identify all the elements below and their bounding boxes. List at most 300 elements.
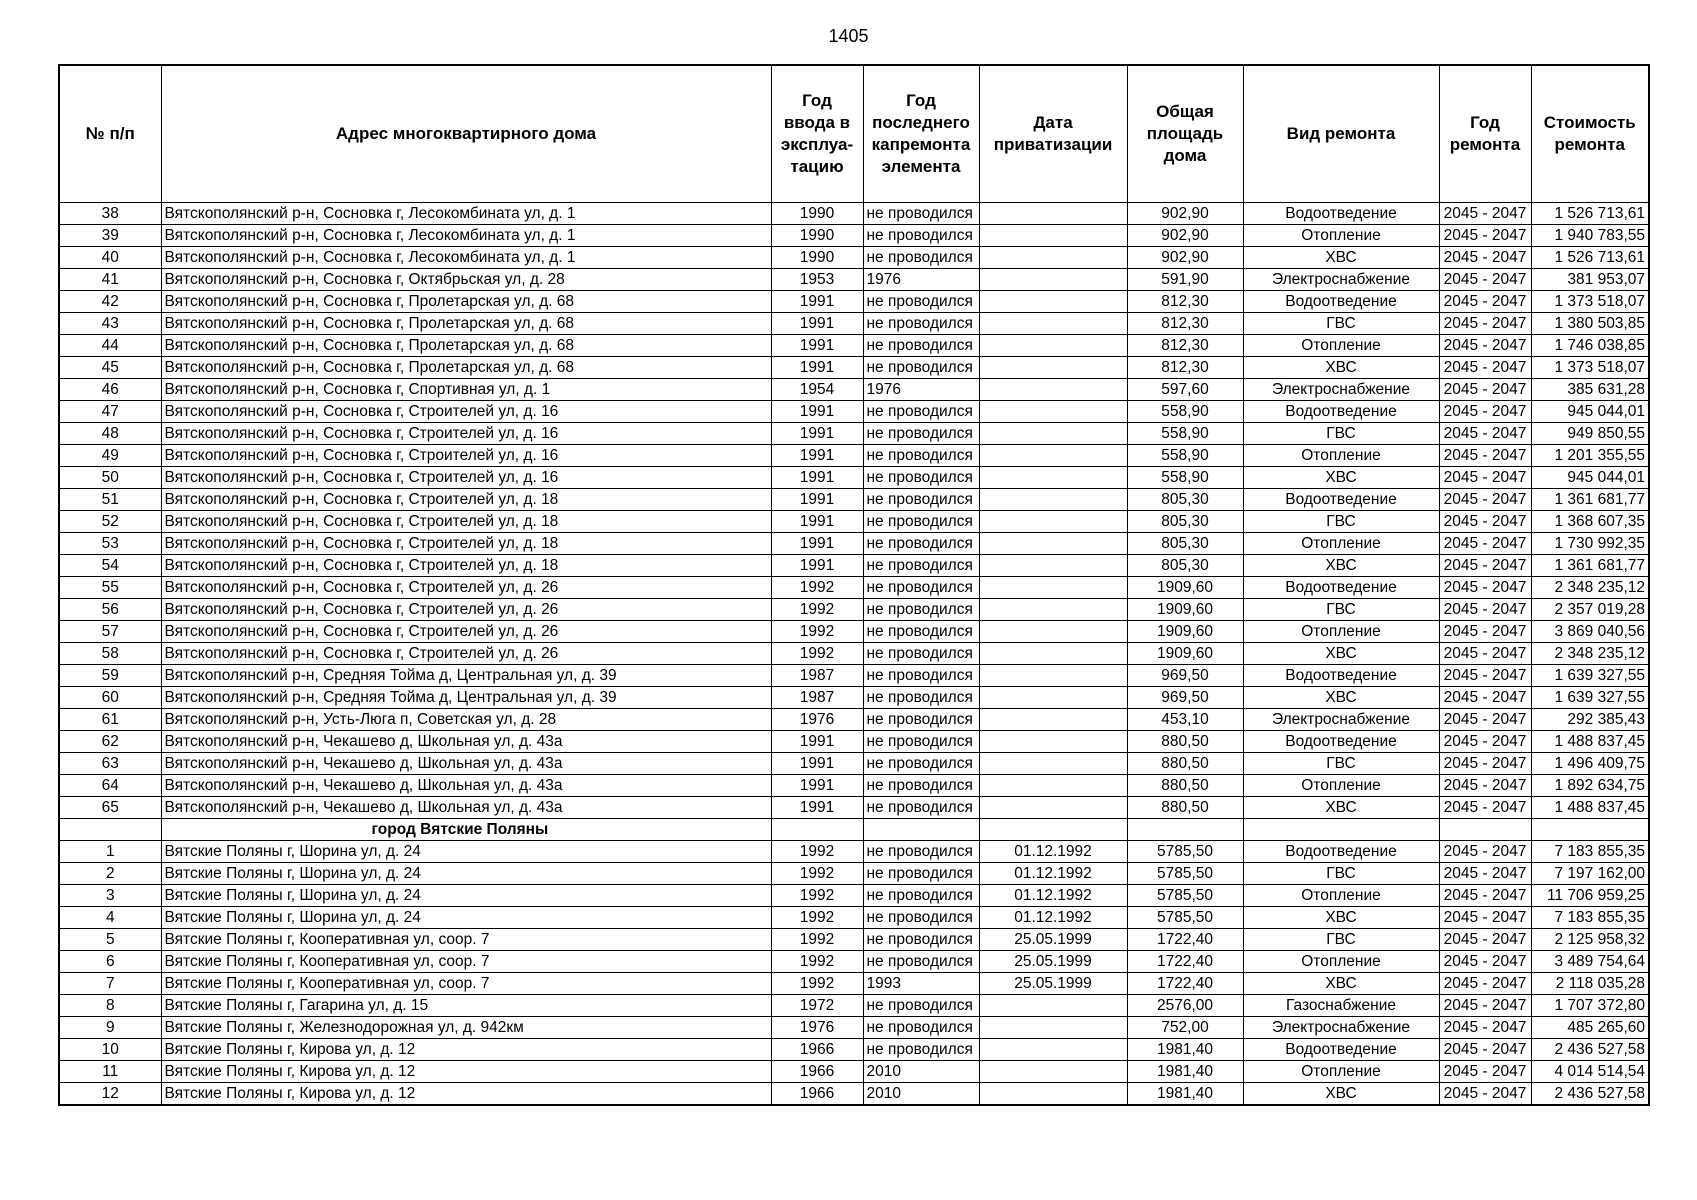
cell-privatization bbox=[979, 423, 1127, 445]
section-block bbox=[59, 819, 1649, 841]
cell-address: Вятские Поляны г, Кирова ул, д. 12 bbox=[161, 1061, 771, 1083]
page-number: 1405 bbox=[828, 26, 869, 46]
cell-last-repair: не проводился bbox=[863, 599, 979, 621]
section-row bbox=[59, 819, 1649, 841]
cell-last-repair: не проводился bbox=[863, 577, 979, 599]
cell-privatization bbox=[979, 269, 1127, 291]
cell-repair-years: 2045 - 2047 bbox=[1439, 643, 1531, 665]
cell-area: 812,30 bbox=[1127, 335, 1243, 357]
cell-num: 57 bbox=[59, 621, 161, 643]
cell-area: 1909,60 bbox=[1127, 621, 1243, 643]
cell-year-built: 1991 bbox=[771, 753, 863, 775]
cell-privatization bbox=[979, 467, 1127, 489]
cell-year-built: 1966 bbox=[771, 1039, 863, 1061]
cell-area: 453,10 bbox=[1127, 709, 1243, 731]
cell-year-built: 1992 bbox=[771, 929, 863, 951]
cell-address: Вятские Поляны г, Кооперативная ул, соор. 7 bbox=[161, 951, 771, 973]
cell-cost: 381 953,07 bbox=[1531, 269, 1649, 291]
cell-last-repair: не проводился bbox=[863, 621, 979, 643]
cell-address: Вятскополянский р-н, Чекашево д, Школьная ул, д. 43а bbox=[161, 731, 771, 753]
cell-repair-years: 2045 - 2047 bbox=[1439, 599, 1531, 621]
table-row bbox=[59, 335, 1649, 357]
cell-last-repair: не проводился bbox=[863, 753, 979, 775]
table-row bbox=[59, 709, 1649, 731]
cell-num: 60 bbox=[59, 687, 161, 709]
cell-last-repair: 1976 bbox=[863, 379, 979, 401]
cell-repair-type: ХВС bbox=[1243, 1083, 1439, 1106]
cell-num: 43 bbox=[59, 313, 161, 335]
cell-repair-type: Электроснабжение bbox=[1243, 709, 1439, 731]
cell-num: 65 bbox=[59, 797, 161, 819]
cell-last-repair: не проводился bbox=[863, 841, 979, 863]
cell-area: 5785,50 bbox=[1127, 863, 1243, 885]
cell-repair-type: ГВС bbox=[1243, 313, 1439, 335]
table-row bbox=[59, 511, 1649, 533]
header-area: Общая площадь дома bbox=[1127, 65, 1243, 203]
cell-repair-years: 2045 - 2047 bbox=[1439, 379, 1531, 401]
cell-cost: 945 044,01 bbox=[1531, 467, 1649, 489]
table-row bbox=[59, 203, 1649, 225]
table-row bbox=[59, 577, 1649, 599]
cell-repair-years: 2045 - 2047 bbox=[1439, 775, 1531, 797]
cell-repair-years: 2045 - 2047 bbox=[1439, 533, 1531, 555]
cell-address: Вятскополянский р-н, Сосновка г, Строителей ул, д. 18 bbox=[161, 533, 771, 555]
cell-repair-years: 2045 - 2047 bbox=[1439, 929, 1531, 951]
cell-area: 805,30 bbox=[1127, 555, 1243, 577]
cell-year-built: 1991 bbox=[771, 423, 863, 445]
cell-repair-years: 2045 - 2047 bbox=[1439, 841, 1531, 863]
cell-repair-years: 2045 - 2047 bbox=[1439, 467, 1531, 489]
cell-year-built: 1991 bbox=[771, 467, 863, 489]
cell-address: Вятскополянский р-н, Сосновка г, Лесокомбината ул, д. 1 bbox=[161, 225, 771, 247]
cell-num: 12 bbox=[59, 1083, 161, 1106]
cell-num: 58 bbox=[59, 643, 161, 665]
cell-privatization: 01.12.1992 bbox=[979, 841, 1127, 863]
cell-repair-years: 2045 - 2047 bbox=[1439, 709, 1531, 731]
cell-last-repair: не проводился bbox=[863, 357, 979, 379]
cell-privatization bbox=[979, 247, 1127, 269]
cell-area: 812,30 bbox=[1127, 291, 1243, 313]
cell-repair-years: 2045 - 2047 bbox=[1439, 665, 1531, 687]
cell-last-repair: не проводился bbox=[863, 907, 979, 929]
cell-area: 1909,60 bbox=[1127, 599, 1243, 621]
cell-address: Вятские Поляны г, Железнодорожная ул, д. 942км bbox=[161, 1017, 771, 1039]
cell-repair-years: 2045 - 2047 bbox=[1439, 445, 1531, 467]
cell-repair-years: 2045 - 2047 bbox=[1439, 423, 1531, 445]
cell-repair-years: 2045 - 2047 bbox=[1439, 951, 1531, 973]
cell-last-repair: не проводился bbox=[863, 313, 979, 335]
table-row bbox=[59, 1061, 1649, 1083]
cell-cost: 485 265,60 bbox=[1531, 1017, 1649, 1039]
cell-privatization bbox=[979, 577, 1127, 599]
cell-privatization bbox=[979, 1083, 1127, 1106]
cell-repair-years: 2045 - 2047 bbox=[1439, 577, 1531, 599]
cell-cost: 1 746 038,85 bbox=[1531, 335, 1649, 357]
cell-privatization: 25.05.1999 bbox=[979, 929, 1127, 951]
cell-year-built: 1992 bbox=[771, 621, 863, 643]
cell-cost: 385 631,28 bbox=[1531, 379, 1649, 401]
cell-last-repair: не проводился bbox=[863, 335, 979, 357]
cell-privatization bbox=[979, 731, 1127, 753]
cell-area: 591,90 bbox=[1127, 269, 1243, 291]
cell-last-repair: не проводился bbox=[863, 665, 979, 687]
cell-privatization bbox=[979, 687, 1127, 709]
cell-last-repair: не проводился bbox=[863, 643, 979, 665]
cell-privatization bbox=[979, 313, 1127, 335]
header-address: Адрес многоквартирного дома bbox=[161, 65, 771, 203]
cell-year-built: 1987 bbox=[771, 665, 863, 687]
cell-cost: 1 639 327,55 bbox=[1531, 665, 1649, 687]
cell-area: 805,30 bbox=[1127, 533, 1243, 555]
cell-year-built: 1972 bbox=[771, 995, 863, 1017]
cell-last-repair: не проводился bbox=[863, 929, 979, 951]
cell-cost: 1 892 634,75 bbox=[1531, 775, 1649, 797]
cell-address: Вятскополянский р-н, Сосновка г, Строителей ул, д. 26 bbox=[161, 643, 771, 665]
cell-repair-type: Водоотведение bbox=[1243, 577, 1439, 599]
cell-last-repair: не проводился bbox=[863, 291, 979, 313]
cell-address: Вятскополянский р-н, Сосновка г, Строителей ул, д. 26 bbox=[161, 621, 771, 643]
cell-area: 558,90 bbox=[1127, 445, 1243, 467]
cell-repair-type: Водоотведение bbox=[1243, 401, 1439, 423]
cell-repair-type: ХВС bbox=[1243, 357, 1439, 379]
table-row bbox=[59, 841, 1649, 863]
cell-area: 1981,40 bbox=[1127, 1039, 1243, 1061]
cell-address: Вятскополянский р-н, Чекашево д, Школьная ул, д. 43а bbox=[161, 797, 771, 819]
cell-repair-type: ХВС bbox=[1243, 247, 1439, 269]
header-repair-type: Вид ремонта bbox=[1243, 65, 1439, 203]
cell-num: 59 bbox=[59, 665, 161, 687]
cell-privatization: 25.05.1999 bbox=[979, 973, 1127, 995]
cell-repair-type: Водоотведение bbox=[1243, 665, 1439, 687]
table-row bbox=[59, 599, 1649, 621]
cell-last-repair: не проводился bbox=[863, 687, 979, 709]
cell-address: Вятскополянский р-н, Сосновка г, Пролетарская ул, д. 68 bbox=[161, 313, 771, 335]
cell-privatization bbox=[979, 599, 1127, 621]
table-row bbox=[59, 555, 1649, 577]
cell-area: 5785,50 bbox=[1127, 907, 1243, 929]
cell-repair-type: ГВС bbox=[1243, 863, 1439, 885]
cell-repair-type: ХВС bbox=[1243, 973, 1439, 995]
cell-privatization bbox=[979, 291, 1127, 313]
cell-address: Вятские Поляны г, Кооперативная ул, соор. 7 bbox=[161, 973, 771, 995]
cell-last-repair: не проводился bbox=[863, 203, 979, 225]
cell-cost: 1 201 355,55 bbox=[1531, 445, 1649, 467]
table-row bbox=[59, 1039, 1649, 1061]
cell-address: Вятскополянский р-н, Чекашево д, Школьная ул, д. 43а bbox=[161, 753, 771, 775]
cell-privatization bbox=[979, 621, 1127, 643]
cell-privatization bbox=[979, 511, 1127, 533]
cell-num: 51 bbox=[59, 489, 161, 511]
cell-area: 880,50 bbox=[1127, 775, 1243, 797]
cell-address: Вятские Поляны г, Кооперативная ул, соор. 7 bbox=[161, 929, 771, 951]
cell-repair-years: 2045 - 2047 bbox=[1439, 247, 1531, 269]
cell-repair-type: Водоотведение bbox=[1243, 841, 1439, 863]
cell-area: 880,50 bbox=[1127, 731, 1243, 753]
cell-num: 42 bbox=[59, 291, 161, 313]
cell-last-repair: не проводился bbox=[863, 709, 979, 731]
cell-cost: 1 526 713,61 bbox=[1531, 247, 1649, 269]
cell-cost: 1 639 327,55 bbox=[1531, 687, 1649, 709]
cell-privatization bbox=[979, 665, 1127, 687]
cell-cost: 3 869 040,56 bbox=[1531, 621, 1649, 643]
cell-repair-type: Электроснабжение bbox=[1243, 379, 1439, 401]
cell-num: 8 bbox=[59, 995, 161, 1017]
table-row bbox=[59, 863, 1649, 885]
cell-year-built: 1992 bbox=[771, 643, 863, 665]
cell-year-built: 1987 bbox=[771, 687, 863, 709]
cell-year-built: 1991 bbox=[771, 731, 863, 753]
cell-area: 1981,40 bbox=[1127, 1061, 1243, 1083]
cell-repair-years: 2045 - 2047 bbox=[1439, 973, 1531, 995]
cell-address: Вятскополянский р-н, Сосновка г, Лесокомбината ул, д. 1 bbox=[161, 203, 771, 225]
cell-num: 47 bbox=[59, 401, 161, 423]
cell-repair-years: 2045 - 2047 bbox=[1439, 687, 1531, 709]
cell-repair-years: 2045 - 2047 bbox=[1439, 291, 1531, 313]
cell-privatization: 01.12.1992 bbox=[979, 907, 1127, 929]
cell-privatization bbox=[979, 445, 1127, 467]
cell-privatization bbox=[979, 533, 1127, 555]
cell-year-built: 1992 bbox=[771, 885, 863, 907]
cell-last-repair: не проводился bbox=[863, 445, 979, 467]
table-row bbox=[59, 797, 1649, 819]
cell-address: Вятскополянский р-н, Усть-Люга п, Советская ул, д. 28 bbox=[161, 709, 771, 731]
cell-privatization bbox=[979, 555, 1127, 577]
cell-address: Вятскополянский р-н, Сосновка г, Пролетарская ул, д. 68 bbox=[161, 335, 771, 357]
cell-privatization bbox=[979, 753, 1127, 775]
cell-year-built: 1992 bbox=[771, 973, 863, 995]
table-row bbox=[59, 753, 1649, 775]
cell-privatization bbox=[979, 1061, 1127, 1083]
cell-repair-type: Отопление bbox=[1243, 1061, 1439, 1083]
cell-cost: 1 380 503,85 bbox=[1531, 313, 1649, 335]
cell-privatization: 01.12.1992 bbox=[979, 863, 1127, 885]
cell-year-built: 1991 bbox=[771, 797, 863, 819]
cell-privatization bbox=[979, 335, 1127, 357]
cell-area: 597,60 bbox=[1127, 379, 1243, 401]
cell-repair-years: 2045 - 2047 bbox=[1439, 797, 1531, 819]
cell-address: Вятскополянский р-н, Сосновка г, Строителей ул, д. 16 bbox=[161, 423, 771, 445]
cell-last-repair: не проводился bbox=[863, 225, 979, 247]
cell-repair-type: Водоотведение bbox=[1243, 291, 1439, 313]
cell-area: 812,30 bbox=[1127, 313, 1243, 335]
cell-address: Вятскополянский р-н, Средняя Тойма д, Центральная ул, д. 39 bbox=[161, 665, 771, 687]
cell-area: 902,90 bbox=[1127, 225, 1243, 247]
cell-last-repair: 2010 bbox=[863, 1061, 979, 1083]
cell-cost: 2 348 235,12 bbox=[1531, 577, 1649, 599]
cell-year-built: 1992 bbox=[771, 599, 863, 621]
cell-cost: 7 183 855,35 bbox=[1531, 907, 1649, 929]
table-row bbox=[59, 973, 1649, 995]
cell-last-repair: 2010 bbox=[863, 1083, 979, 1106]
cell-cost: 11 706 959,25 bbox=[1531, 885, 1649, 907]
cell-num: 46 bbox=[59, 379, 161, 401]
cell-repair-years: 2045 - 2047 bbox=[1439, 863, 1531, 885]
cell-num: 40 bbox=[59, 247, 161, 269]
cell-repair-years: 2045 - 2047 bbox=[1439, 335, 1531, 357]
cell-privatization: 01.12.1992 bbox=[979, 885, 1127, 907]
table-row bbox=[59, 995, 1649, 1017]
cell-address: Вятскополянский р-н, Средняя Тойма д, Центральная ул, д. 39 bbox=[161, 687, 771, 709]
cell-area: 805,30 bbox=[1127, 489, 1243, 511]
cell-year-built: 1992 bbox=[771, 951, 863, 973]
section-cell bbox=[771, 819, 863, 841]
cell-repair-type: Водоотведение bbox=[1243, 1039, 1439, 1061]
table-row bbox=[59, 929, 1649, 951]
cell-cost: 2 357 019,28 bbox=[1531, 599, 1649, 621]
cell-cost: 1 373 518,07 bbox=[1531, 357, 1649, 379]
cell-repair-type: Электроснабжение bbox=[1243, 269, 1439, 291]
cell-privatization bbox=[979, 401, 1127, 423]
cell-repair-type: ХВС bbox=[1243, 467, 1439, 489]
cell-repair-type: Газоснабжение bbox=[1243, 995, 1439, 1017]
cell-cost: 1 488 837,45 bbox=[1531, 797, 1649, 819]
table-row bbox=[59, 467, 1649, 489]
cell-repair-years: 2045 - 2047 bbox=[1439, 511, 1531, 533]
cell-cost: 1 526 713,61 bbox=[1531, 203, 1649, 225]
cell-address: Вятскополянский р-н, Сосновка г, Пролетарская ул, д. 68 bbox=[161, 291, 771, 313]
cell-area: 880,50 bbox=[1127, 797, 1243, 819]
cell-last-repair: не проводился bbox=[863, 511, 979, 533]
cell-area: 1722,40 bbox=[1127, 951, 1243, 973]
cell-num: 50 bbox=[59, 467, 161, 489]
cell-repair-years: 2045 - 2047 bbox=[1439, 269, 1531, 291]
cell-cost: 1 373 518,07 bbox=[1531, 291, 1649, 313]
cell-cost: 292 385,43 bbox=[1531, 709, 1649, 731]
cell-cost: 1 730 992,35 bbox=[1531, 533, 1649, 555]
cell-year-built: 1954 bbox=[771, 379, 863, 401]
cell-area: 558,90 bbox=[1127, 467, 1243, 489]
cell-privatization bbox=[979, 203, 1127, 225]
cell-privatization bbox=[979, 995, 1127, 1017]
section-title: город Вятские Поляны bbox=[161, 819, 771, 841]
table-header-row bbox=[59, 65, 1649, 203]
cell-num: 61 bbox=[59, 709, 161, 731]
cell-year-built: 1991 bbox=[771, 291, 863, 313]
table-row bbox=[59, 665, 1649, 687]
cell-num: 63 bbox=[59, 753, 161, 775]
section-cell bbox=[863, 819, 979, 841]
cell-repair-years: 2045 - 2047 bbox=[1439, 401, 1531, 423]
cell-num: 5 bbox=[59, 929, 161, 951]
cell-last-repair: не проводился bbox=[863, 533, 979, 555]
table-row bbox=[59, 621, 1649, 643]
table-row bbox=[59, 775, 1649, 797]
cell-cost: 2 118 035,28 bbox=[1531, 973, 1649, 995]
cell-year-built: 1966 bbox=[771, 1061, 863, 1083]
cell-cost: 945 044,01 bbox=[1531, 401, 1649, 423]
cell-repair-type: Отопление bbox=[1243, 225, 1439, 247]
cell-num: 39 bbox=[59, 225, 161, 247]
cell-address: Вятские Поляны г, Гагарина ул, д. 15 bbox=[161, 995, 771, 1017]
cell-repair-type: ХВС bbox=[1243, 687, 1439, 709]
cell-repair-type: Отопление bbox=[1243, 885, 1439, 907]
section-cell bbox=[1127, 819, 1243, 841]
cell-privatization bbox=[979, 379, 1127, 401]
cell-cost: 1 488 837,45 bbox=[1531, 731, 1649, 753]
cell-address: Вятскополянский р-н, Сосновка г, Лесокомбината ул, д. 1 bbox=[161, 247, 771, 269]
cell-repair-type: ГВС bbox=[1243, 511, 1439, 533]
cell-area: 812,30 bbox=[1127, 357, 1243, 379]
cell-repair-years: 2045 - 2047 bbox=[1439, 1061, 1531, 1083]
cell-address: Вятские Поляны г, Кирова ул, д. 12 bbox=[161, 1083, 771, 1106]
cell-area: 1909,60 bbox=[1127, 577, 1243, 599]
table-row bbox=[59, 313, 1649, 335]
cell-last-repair: не проводился bbox=[863, 401, 979, 423]
cell-cost: 949 850,55 bbox=[1531, 423, 1649, 445]
table-row bbox=[59, 643, 1649, 665]
cell-repair-type: Отопление bbox=[1243, 775, 1439, 797]
cell-repair-type: Водоотведение bbox=[1243, 489, 1439, 511]
cell-repair-years: 2045 - 2047 bbox=[1439, 357, 1531, 379]
cell-address: Вятскополянский р-н, Сосновка г, Спортивная ул, д. 1 bbox=[161, 379, 771, 401]
cell-area: 5785,50 bbox=[1127, 841, 1243, 863]
header-cost: Стоимость ремонта bbox=[1531, 65, 1649, 203]
table-row bbox=[59, 1083, 1649, 1106]
cell-cost: 2 436 527,58 bbox=[1531, 1039, 1649, 1061]
cell-repair-years: 2045 - 2047 bbox=[1439, 885, 1531, 907]
cell-repair-type: Отопление bbox=[1243, 951, 1439, 973]
cell-repair-years: 2045 - 2047 bbox=[1439, 753, 1531, 775]
cell-num: 9 bbox=[59, 1017, 161, 1039]
cell-cost: 7 183 855,35 bbox=[1531, 841, 1649, 863]
cell-address: Вятские Поляны г, Шорина ул, д. 24 bbox=[161, 863, 771, 885]
cell-num: 2 bbox=[59, 863, 161, 885]
cell-repair-years: 2045 - 2047 bbox=[1439, 489, 1531, 511]
section-cell bbox=[1439, 819, 1531, 841]
cell-year-built: 1991 bbox=[771, 313, 863, 335]
cell-area: 1722,40 bbox=[1127, 973, 1243, 995]
section-cell bbox=[1243, 819, 1439, 841]
cell-area: 902,90 bbox=[1127, 203, 1243, 225]
section-cell bbox=[59, 819, 161, 841]
cell-year-built: 1966 bbox=[771, 1083, 863, 1106]
cell-area: 5785,50 bbox=[1127, 885, 1243, 907]
cell-year-built: 1991 bbox=[771, 401, 863, 423]
cell-num: 1 bbox=[59, 841, 161, 863]
cell-address: Вятскополянский р-н, Сосновка г, Строителей ул, д. 18 bbox=[161, 511, 771, 533]
cell-address: Вятскополянский р-н, Сосновка г, Строителей ул, д. 16 bbox=[161, 401, 771, 423]
cell-repair-type: Отопление bbox=[1243, 621, 1439, 643]
cell-num: 3 bbox=[59, 885, 161, 907]
cell-address: Вятскополянский р-н, Сосновка г, Строителей ул, д. 26 bbox=[161, 599, 771, 621]
table-row bbox=[59, 225, 1649, 247]
cell-repair-type: Водоотведение bbox=[1243, 731, 1439, 753]
cell-repair-type: Водоотведение bbox=[1243, 203, 1439, 225]
cell-repair-years: 2045 - 2047 bbox=[1439, 1039, 1531, 1061]
cell-num: 55 bbox=[59, 577, 161, 599]
cell-repair-type: ХВС bbox=[1243, 797, 1439, 819]
cell-year-built: 1990 bbox=[771, 225, 863, 247]
cell-year-built: 1976 bbox=[771, 1017, 863, 1039]
cell-repair-years: 2045 - 2047 bbox=[1439, 621, 1531, 643]
cell-year-built: 1991 bbox=[771, 775, 863, 797]
cell-last-repair: 1976 bbox=[863, 269, 979, 291]
cell-last-repair: не проводился bbox=[863, 1039, 979, 1061]
cell-year-built: 1990 bbox=[771, 247, 863, 269]
cell-area: 558,90 bbox=[1127, 401, 1243, 423]
city-rows bbox=[59, 841, 1649, 1106]
cell-repair-type: ГВС bbox=[1243, 423, 1439, 445]
cell-year-built: 1991 bbox=[771, 489, 863, 511]
cell-address: Вятскополянский р-н, Чекашево д, Школьная ул, д. 43а bbox=[161, 775, 771, 797]
header-last-repair: Год последнего капремонта элемента bbox=[863, 65, 979, 203]
cell-address: Вятскополянский р-н, Сосновка г, Строителей ул, д. 18 bbox=[161, 555, 771, 577]
cell-address: Вятскополянский р-н, Сосновка г, Строителей ул, д. 16 bbox=[161, 467, 771, 489]
cell-last-repair: не проводился bbox=[863, 467, 979, 489]
cell-year-built: 1991 bbox=[771, 445, 863, 467]
cell-cost: 1 940 783,55 bbox=[1531, 225, 1649, 247]
cell-repair-years: 2045 - 2047 bbox=[1439, 731, 1531, 753]
